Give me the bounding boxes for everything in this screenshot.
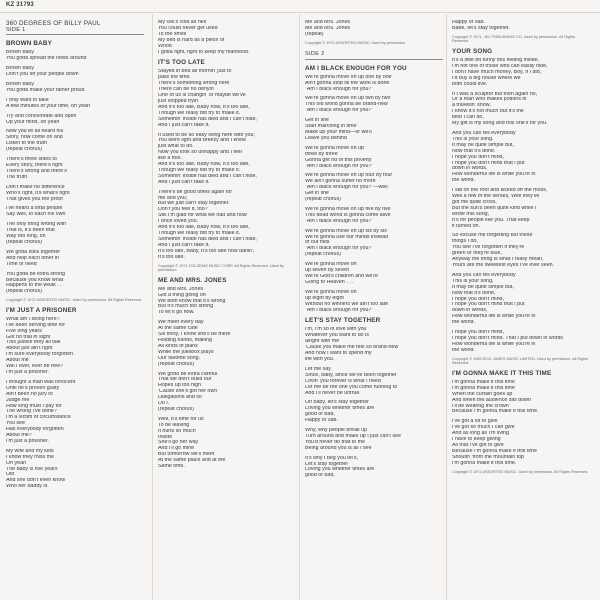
column-divider	[299, 14, 300, 600]
lyric-line: Who's right, it's what's right	[6, 190, 70, 196]
lyric-line: I gotta fight, fight to keep my manhood.	[158, 49, 250, 55]
lyric-line: I have to keep giving	[452, 437, 501, 443]
lyric-line: Holding hands, making	[158, 337, 212, 343]
lyric-line: Somethin' inside has died and I can't hide,	[158, 173, 257, 179]
lyric-line: things I do,	[452, 239, 478, 245]
lyric-line: "Am I black enough for you?"	[305, 163, 374, 169]
lyric-line: There can be no denyin'	[158, 87, 215, 93]
lyric-line: You see	[6, 421, 25, 427]
lyric-line: I'm a victim of circumstance	[6, 415, 71, 421]
lyric-line: Same time.	[158, 464, 185, 470]
lyric-line: Who her daddy is.	[6, 484, 49, 490]
lyric-line: I hope you don't mind,	[452, 154, 504, 160]
lyric-line: It may be quite simple but,	[452, 142, 514, 148]
lyric-line: 'Cause she's got her own	[158, 389, 218, 395]
lyric-line: Or a man who makes potions in	[452, 97, 527, 103]
lyric-line: I'm just a prisoner.	[6, 369, 49, 375]
lyric-line: Me and Mrs. Jones	[305, 25, 351, 31]
lyric-line: This is your song,	[452, 278, 494, 284]
lyric-line: You'd never do that to me	[305, 439, 366, 445]
lyric-line: How wonderful life is while you're in	[452, 172, 536, 178]
lyric-line: I'm not one of those who can easily hide,	[452, 63, 548, 69]
lyric-line: Though we really did try to make it.	[158, 231, 241, 236]
copyright-notice: Copyright © 1972 ASSORTED MUSIC. Used by permission. All Rights Reserved.	[452, 469, 589, 474]
lyric-line: Because I'm gonna make it this time	[452, 448, 537, 454]
lyric-line: There's wrong and there's	[6, 168, 67, 174]
lyric-line: I don't have much money, Boy, If I did,	[452, 69, 542, 75]
lyric-line: And I'll go mine	[158, 446, 195, 452]
lyric-line: Has everybody forgotten	[6, 427, 64, 433]
lyric-line: My bed is hard as a piece of	[158, 37, 225, 43]
lyric-line: I hope you don't mind,	[452, 330, 504, 336]
lyric-line: We ain't gonna suffer no more	[305, 179, 376, 185]
lyric-line: I've got so much I can give	[452, 425, 515, 431]
lyric-line: Five long years	[6, 328, 42, 334]
lyric-line: Oh baby, let's stay together	[305, 400, 369, 406]
lyric-line: Let me say	[305, 366, 331, 372]
lyric-line: You gotta be extra strong	[6, 271, 65, 277]
lyric-line: up eight by eight	[305, 295, 344, 301]
column-divider	[152, 14, 153, 600]
lyric-line: I sat on the roof and kicked off the moss,	[452, 188, 548, 194]
lyric-line: Loving you whether times are	[305, 467, 375, 473]
lyric-line: We're God's children and we're	[305, 274, 379, 279]
lyric-line: Gonna get rid of this poverty	[305, 157, 372, 163]
lyric-line: I've been serving time for	[6, 322, 66, 328]
lyric-line: Me and Mrs. Jones	[305, 20, 351, 25]
lyric-line: Let me be the one you come running to	[305, 384, 398, 390]
lyric-line: A few minutes of your time, oh yeah	[6, 103, 90, 109]
lyric-line: It's a little bit funny this feeling inside,	[452, 58, 539, 63]
lyric-line: three by three	[305, 151, 338, 157]
lyric-line: How wonderful life is while you're in	[452, 341, 536, 347]
lyric-line: I'm gonna make it this time.	[452, 460, 517, 466]
lyric-line: life with you.	[305, 356, 335, 362]
lyric-line: We're gonna move on up	[305, 145, 364, 151]
lyric-line: And I'll never be untrue.	[305, 390, 361, 396]
song-title: AM I BLACK ENOUGH FOR YOU	[305, 64, 407, 72]
copyright-notice: Copyright © 1972 ASSORTED MUSIC. Used by permission. All Rights Reserved.	[6, 298, 143, 303]
lyric-line: Now you look so unhappy and I feel	[158, 150, 242, 156]
lyric-line: (repeat chorus)	[6, 147, 42, 153]
lyric-line: But the sun's been quite kind while I	[452, 205, 537, 211]
lyric-line: Old	[6, 472, 15, 478]
column-divider	[446, 14, 447, 600]
lyric-line: "Am I black enough for you?"	[305, 86, 374, 92]
lyric-line: My gift is my song and this one's for you.	[452, 121, 548, 127]
lyric-line: And it's too late, Baby now, It's too late,	[158, 104, 250, 110]
lyric-line: Though we really did try to make it.	[158, 110, 241, 116]
lyric-line: And I just can't fake it.	[158, 179, 210, 185]
lyric-line: Whatever you want to do is	[305, 333, 369, 339]
lyric-line: Me and Mrs. Jones	[158, 286, 204, 292]
lyric-line: (repeat)	[305, 31, 324, 37]
lyric-line: Way too long, oh	[6, 234, 46, 240]
lyric-line: I know it's not much but it's the	[452, 109, 524, 115]
lyrics-column-4	[452, 20, 590, 598]
lyric-line: "Am I black enough for you?"	[305, 108, 374, 114]
lyric-line: alright with me	[305, 339, 340, 345]
lyric-line: You could never get used	[158, 25, 218, 31]
lyrics-column-2	[158, 20, 296, 598]
lyric-line: Since, baby, since we've been together	[305, 372, 397, 378]
lyric-line: We're gonna move on	[305, 262, 357, 268]
lyric-line: I'm gonna make it this time	[452, 385, 515, 391]
lyric-line: I hope you don't mind. That I put down in words	[452, 335, 564, 341]
lyric-line: She'll go her way	[158, 440, 199, 446]
lyric-line: green or they're blue,	[452, 251, 502, 257]
lyric-line: Being around you is all I see	[305, 445, 372, 451]
lyric-line: (repeat chorus)	[305, 197, 341, 203]
lyric-line: Story, now come on and	[6, 135, 63, 141]
lyric-line: It's for people like you. That keep	[452, 217, 530, 223]
lyric-line: Our favorite song.	[158, 355, 201, 361]
song-title: YOUR SONG	[452, 48, 493, 55]
lyric-line: It hurts so much	[158, 428, 196, 434]
lyric-line: good or bad,	[305, 412, 335, 418]
lyric-line: just stopped tryin'	[158, 98, 200, 104]
lyric-line: Stayed in bed all mornin' just to	[158, 69, 232, 75]
lyric-line: I've heard a lotta people	[6, 206, 63, 212]
lyric-line: Leave you behind	[305, 135, 347, 141]
lyric-line: Obligations and so	[158, 395, 202, 401]
lyric-line: If I was a sculptor but then again no,	[452, 91, 538, 97]
lyric-line: Well a few of the verses, Well they've	[452, 194, 540, 200]
side-label: SIDE 2	[305, 51, 443, 59]
lyric-line: Don't make no difference	[6, 184, 65, 190]
lyric-line: Well, it's time for us	[158, 416, 204, 422]
lyric-line: Do I.	[158, 401, 170, 407]
side-label: SIDE 1	[6, 27, 144, 35]
lyric-line: Why, why people break up	[305, 428, 368, 434]
lyric-line: Will I ever, ever be free?	[6, 364, 64, 370]
lyric-line: Wood	[158, 43, 172, 49]
lyric-line: good or bad,	[305, 473, 335, 479]
lyric-line: wrote this song,	[452, 211, 490, 217]
album-title: 360 DEGREES OF BILLY PAUL	[6, 20, 101, 27]
lyric-line: About just ain't right	[6, 346, 53, 352]
song-title: ME AND MRS. JONES	[158, 276, 227, 284]
lyric-line: Brown baby	[6, 66, 34, 72]
lyric-line: The truth	[6, 174, 28, 180]
lyric-line: To be leaving	[158, 422, 190, 428]
lyric-line: "Am I black enough for you?"—well	[305, 185, 388, 191]
lyric-line: I'm, I'm so in love with you	[305, 327, 367, 333]
lyric-line: Now you've all heard his	[6, 129, 64, 135]
lyric-line: To let it go now.	[158, 310, 195, 316]
lyric-line: You were light and breezy and I knew	[158, 138, 246, 144]
lyric-line: And you can tell everybody	[452, 130, 516, 136]
lyric-line: About me	[6, 358, 29, 364]
lyric-line: The only thing wrong with	[6, 222, 67, 228]
lyric-line: What am I doing here?	[6, 316, 60, 322]
lyric-line: It may be quite simple but,	[452, 284, 514, 290]
lyric-line: (repeat chorus)	[6, 289, 42, 295]
lyric-line: I only want to take	[6, 97, 49, 103]
lyric-line: "Am I black enough for you?"	[305, 218, 374, 224]
lyric-line: Say well, to each his own	[6, 212, 66, 218]
lyric-line: Lovin' you forever is what I need	[305, 378, 381, 384]
lyric-line: I know they miss me	[6, 454, 54, 460]
lyric-line: Don't you feel it, too?	[158, 207, 208, 213]
lyric-line: Brown baby	[6, 50, 34, 56]
lyric-line: down in words,	[452, 166, 488, 172]
lyric-line: I'm just a prisoner.	[6, 438, 49, 444]
lyrics-column-1	[6, 20, 144, 598]
lyric-line: (repeat chorus)	[158, 406, 194, 412]
lyric-line: "Am I black enough for you?"	[305, 307, 374, 313]
lyric-line: While the jukebox plays	[158, 349, 214, 355]
lyric-line: "Am I black enough for you?"	[305, 246, 374, 252]
lyric-line: Get in line	[305, 118, 329, 124]
lyric-line: We're gonna move on up four by four	[305, 173, 393, 179]
lyric-line: Ain't gonna stop till the work is done	[305, 80, 390, 86]
lyric-line: the world.	[452, 320, 475, 326]
lyric-line: Loving you whether times are	[305, 406, 375, 412]
lyric-line: Happens to the weak . . .	[6, 283, 65, 289]
lyric-line: both could live.	[452, 81, 488, 87]
lyric-line: We gotta be extra careful	[158, 371, 218, 377]
lyric-line: Going to Heaven . . .	[305, 279, 354, 285]
lyric-line: This dead world is gonna come alive	[305, 212, 391, 218]
lyrics-column-3	[305, 20, 443, 598]
lyric-line: And she don't even know	[6, 478, 66, 484]
lyric-line: Turn around and make up I just can't see	[305, 433, 401, 439]
lyric-line: We're gonna move on up one by one	[305, 74, 392, 80]
lyric-line: Let's stay together	[305, 461, 349, 467]
lyric-line: I thought a man was innocent	[6, 379, 76, 385]
lyric-line: Make up your mind—or we'll	[305, 129, 372, 135]
lyric-line: Yours are the sweetest eyes I've ever seen.	[452, 263, 555, 268]
lyric-line: When the curtain goes up	[452, 391, 513, 397]
lyric-line: 'Cause you make me feel so brand-new	[305, 345, 399, 351]
lyric-line: I hope you don't mind that I put	[452, 160, 525, 166]
lyric-line: But it's much too strong	[158, 304, 214, 310]
lyric-line: Listen to the truth	[6, 141, 47, 147]
lyric-line: it turned on.	[452, 223, 480, 229]
lyric-line: This justice they all talk	[6, 340, 61, 346]
lyric-line: like a fool.	[158, 156, 182, 162]
lyric-line: Hopes up too high	[158, 383, 201, 389]
lyric-line: Because you know what	[6, 277, 64, 283]
lyric-line: You gotta spread the news around	[6, 56, 87, 62]
catalog-number: KZ 31793	[6, 2, 34, 8]
lyric-line: of our fists	[305, 240, 330, 246]
lyric-line: And help each other in	[6, 255, 60, 261]
copyright-notice: Copyright © 1969 DICK JAMES MUSIC LIMITED. Used by permission. All Rights Reserved.	[452, 356, 589, 366]
lyric-line: We meet every day	[158, 320, 204, 326]
lyric-line: We're gonna move on up five by five	[305, 206, 391, 212]
lyric-line: I hope you don't mind,	[452, 296, 504, 302]
lyric-line: So excuse me forgetting but these	[452, 233, 533, 239]
lyric-line: the world.	[452, 347, 475, 353]
lyric-line: And I just can't fake it.	[158, 242, 210, 248]
lyric-line: About me?	[6, 433, 32, 439]
lyric-line: Because I'm gonna make it this time.	[452, 409, 539, 415]
song-title: I'M JUST A PRISONER	[6, 306, 77, 314]
lyric-line: Time of need	[6, 261, 37, 267]
lyric-line: Get in line	[305, 191, 329, 197]
lyric-line: Still I'm glad for what we had and how	[158, 213, 247, 219]
lyric-line: I'll be wearing the crown	[452, 403, 509, 409]
lyric-line: It's too late, Baby, It's too late now darlin',	[158, 248, 255, 254]
lyric-line: just what to do.	[158, 144, 194, 150]
lyric-line: We're gonna move on up two by two	[305, 96, 391, 102]
lyric-line: Ain't been no jury to	[6, 391, 53, 397]
copyright-notice: Copyright © 1972 ASSORTED MUSIC. Used by permission.	[305, 40, 407, 45]
copyright-notice: Copyright © 1971, JEC PUBLISHING CO. Used by permission. All Rights Reserved.	[452, 34, 576, 44]
lyric-line: This old world gonna be brand-new	[305, 102, 388, 108]
lyric-line: And it's too late, Baby now, It's too late,	[158, 162, 250, 168]
lyric-line: Judge me	[6, 397, 30, 403]
lyric-line: Now that it's done,	[452, 290, 496, 296]
lyric-line: (repeat chorus)	[305, 252, 341, 258]
top-rule	[0, 12, 600, 13]
lyric-line: To the smell	[158, 31, 187, 37]
lyric-line: Until he's proven guilty	[6, 385, 60, 391]
lyric-line: I once loved you.	[158, 219, 199, 225]
lyric-line: You gotta make your father proud	[6, 87, 85, 93]
lyric-line: (repeat chorus)	[6, 239, 42, 245]
lyric-line: Try and concentrate and open	[6, 113, 77, 119]
lyric-line: Now that it's done.	[452, 148, 496, 154]
song-title: BROWN BABY	[6, 40, 53, 48]
lyric-line: That gives you the proof	[6, 196, 63, 202]
lyric-line: Somethin' inside has died and I can't hide,	[158, 116, 257, 122]
lyric-line: How wonderful life is while you're in	[452, 314, 536, 320]
lyric-line: How long must I pay for	[6, 403, 62, 409]
lyric-line: a travellin' show,	[452, 103, 491, 109]
copyright-notice: Copyright © 1971 COLGEMS MUSIC CORP. All Rights Reserved. Used by permission.	[158, 263, 284, 273]
song-title: I'M GONNA MAKE IT THIS TIME	[452, 369, 552, 377]
lyric-line: But we just can't stay together.	[158, 201, 230, 207]
lyric-line: I hope you don't mind that I put	[452, 302, 525, 308]
lyric-line: Though we really did try to make it.	[158, 167, 241, 173]
song-title: LET'S STAY TOGETHER	[305, 317, 381, 325]
lyric-line: It used to be so easy living here with you;	[158, 132, 255, 138]
lyric-line: best I can do,	[452, 115, 484, 121]
lyric-line: The baby is five years	[6, 466, 58, 472]
lyric-line: I'm gonna make it this time	[452, 379, 515, 385]
lyric-line: Inside	[158, 434, 173, 440]
lyric-line: Somethin' inside has died and I can't hide,	[158, 236, 257, 242]
lyric-line: This is your song.	[452, 136, 494, 142]
lyric-line: We're gonna move on up six by six	[305, 228, 387, 234]
lyric-line: pass the time.	[158, 75, 191, 81]
lyric-line: There's something wrong here	[158, 81, 230, 87]
lyric-line: The wrong I've done?	[6, 409, 57, 415]
lyric-line: the world.	[452, 178, 475, 184]
lyric-line: We're gonna use our minds instead	[305, 234, 389, 240]
lyric-line: Don't you let your people down	[6, 72, 79, 78]
lyric-line: You see I've forgotten if they're	[452, 245, 525, 251]
lyric-line: Babe, let's stay together.	[452, 25, 510, 31]
song-title: IT'S TOO LATE	[158, 59, 205, 67]
lyric-line: And when the audience sits down	[452, 397, 531, 403]
lyric-line: got me quite cross,	[452, 199, 497, 205]
lyric-line: All that I've got to give	[452, 442, 504, 448]
lyric-line: We're gonna move on	[305, 289, 357, 295]
lyric-line: There's three sides to	[6, 157, 57, 163]
lyric-line: Up your mind, oh yeah	[6, 119, 60, 125]
lyric-line: I'm sure everybody forgotten	[6, 352, 73, 358]
lyric-line: Six thirty, I know she'll be there	[158, 332, 231, 338]
lyric-line: me and you;	[158, 195, 188, 201]
lyric-line: And I just can't fake it.	[158, 122, 210, 128]
lyric-line: We gotta stick together	[6, 249, 61, 255]
lyric-line: All kinds of plans	[158, 343, 198, 349]
lyric-line: One of us is changin' or maybe we've	[158, 93, 246, 99]
lyric-line: But tomorrow we'll meet	[158, 452, 215, 458]
lyric-line: It's why I beg you let's,	[305, 455, 358, 461]
lyric-line: Happy or sad.	[305, 418, 338, 424]
lyric-line: And it's too late, Baby now, It's too late,	[158, 225, 250, 231]
lyric-line: Brown baby	[6, 82, 34, 88]
lyric-line: There'll be good times again for	[158, 189, 233, 195]
lyric-line: That we don't build our	[158, 377, 212, 383]
lyric-line: Happy or sad.	[452, 20, 485, 25]
lyric-line: And as long as I'm living	[452, 431, 509, 437]
lyric-line: My cell's cold as hell	[158, 20, 207, 25]
lyric-line: And now I want to spend my	[305, 351, 372, 357]
lyric-line: Without no winners we ain't too late	[305, 301, 389, 307]
lyric-line: I'd buy a big house where we	[452, 75, 521, 81]
lyric-line: Got no trial in sight	[6, 334, 51, 340]
lyric-line: up seven by seven	[305, 268, 350, 274]
lyric-line: And you can tell everybody	[452, 272, 516, 278]
lyric-line: Anyway the thing is what I really mean,	[452, 257, 544, 263]
lyric-line: (repeat chorus)	[158, 361, 194, 367]
lyric-line: Got a thing going on	[158, 292, 206, 298]
lyric-line: I've got a lot to give	[452, 419, 498, 425]
lyric-line: Every story, there's right	[6, 163, 63, 168]
lyric-line: Shoutin' from the mountain top	[452, 454, 524, 460]
lyric-line: Oh yeah	[6, 460, 27, 466]
lyric-line: At the same cafe	[158, 326, 198, 332]
lyric-line: Start marching in time	[305, 124, 357, 130]
lyric-line: We both know that it's wrong	[158, 298, 226, 304]
lyric-line: My wife and my kids	[6, 448, 54, 454]
lyric-line: It's too late.	[158, 254, 185, 260]
lyric-line: That is, it's been that	[6, 228, 55, 234]
lyric-line: down in words,	[452, 308, 488, 314]
lyric-line: At the same place and at the	[158, 458, 226, 464]
